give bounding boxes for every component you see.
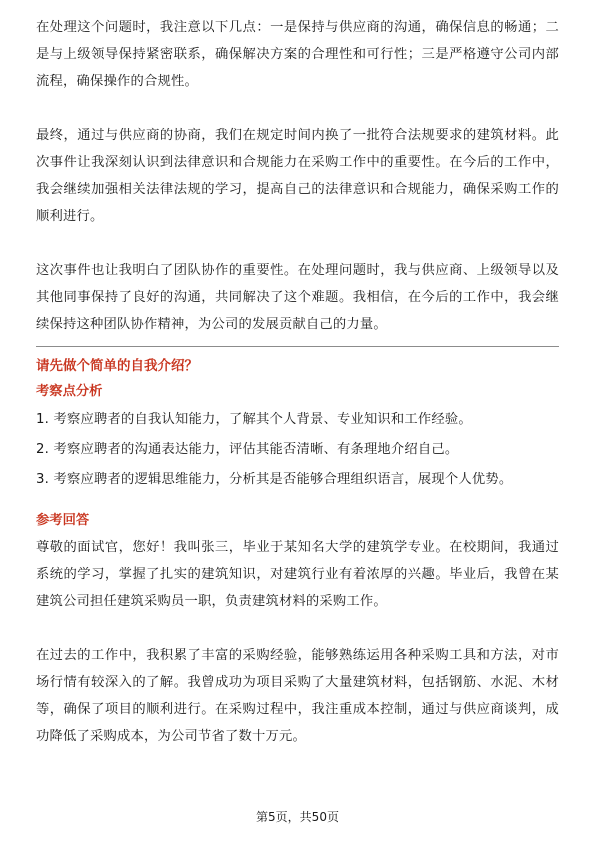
answer-paragraph: 在过去的工作中，我积累了丰富的采购经验，能够熟练运用各种采购工具和方法，对市场行情有较深入的了解。我曾成功为项目采购了大量建筑材料，包括钢筋、水泥、木材等，确保了项目的顺利进行。在采购过程中，我注重成本控制，通过与供应商谈判，成功降低了采购成本，为公司节省了数十万元。 <box>36 648 559 744</box>
page-number: 第5页，共50页 <box>256 810 339 824</box>
analysis-point: 1. 考察应聘者的自我认知能力，了解其个人背景、专业知识和工作经验。 <box>36 412 472 427</box>
analysis-heading: 考察点分析 <box>36 384 103 399</box>
page-content <box>36 14 559 750</box>
section-divider <box>36 346 559 347</box>
analysis-point: 3. 考察应聘者的逻辑思维能力，分析其是否能够合理组织语言，展现个人优势。 <box>36 472 513 487</box>
body-paragraph: 在处理这个问题时，我注意以下几点：一是保持与供应商的沟通，确保信息的畅通；二是与上级领导保持紧密联系，确保解决方案的合理性和可行性；三是严格遵守公司内部流程，确保操作的合规性。 <box>36 20 559 89</box>
answer-heading: 参考回答 <box>36 513 90 528</box>
body-paragraph: 最终，通过与供应商的协商，我们在规定时间内换了一批符合法规要求的建筑材料。此次事件让我深刻认识到法律意识和合规能力在采购工作中的重要性。在今后的工作中，我会继续加强相关法律法规的学习，提高自己的法律意识和合规能力，确保采购工作的顺利进行。 <box>36 128 559 224</box>
question-heading: 请先做个简单的自我介绍？ <box>36 358 198 374</box>
body-paragraph: 这次事件也让我明白了团队协作的重要性。在处理问题时，我与供应商、上级领导以及其他同事保持了良好的沟通，共同解决了这个难题。我相信，在今后的工作中，我会继续保持这种团队协作精神，为公司的发展贡献自己的力量。 <box>36 263 559 332</box>
analysis-point: 2. 考察应聘者的沟通表达能力，评估其能否清晰、有条理地介绍自己。 <box>36 442 459 457</box>
answer-paragraph: 尊敬的面试官，您好！我叫张三，毕业于某知名大学的建筑学专业。在校期间，我通过系统的学习，掌握了扎实的建筑知识，对建筑行业有着浓厚的兴趣。毕业后，我曾在某建筑公司担任建筑采购员一职，负责建筑材料的采购工作。 <box>36 540 559 609</box>
